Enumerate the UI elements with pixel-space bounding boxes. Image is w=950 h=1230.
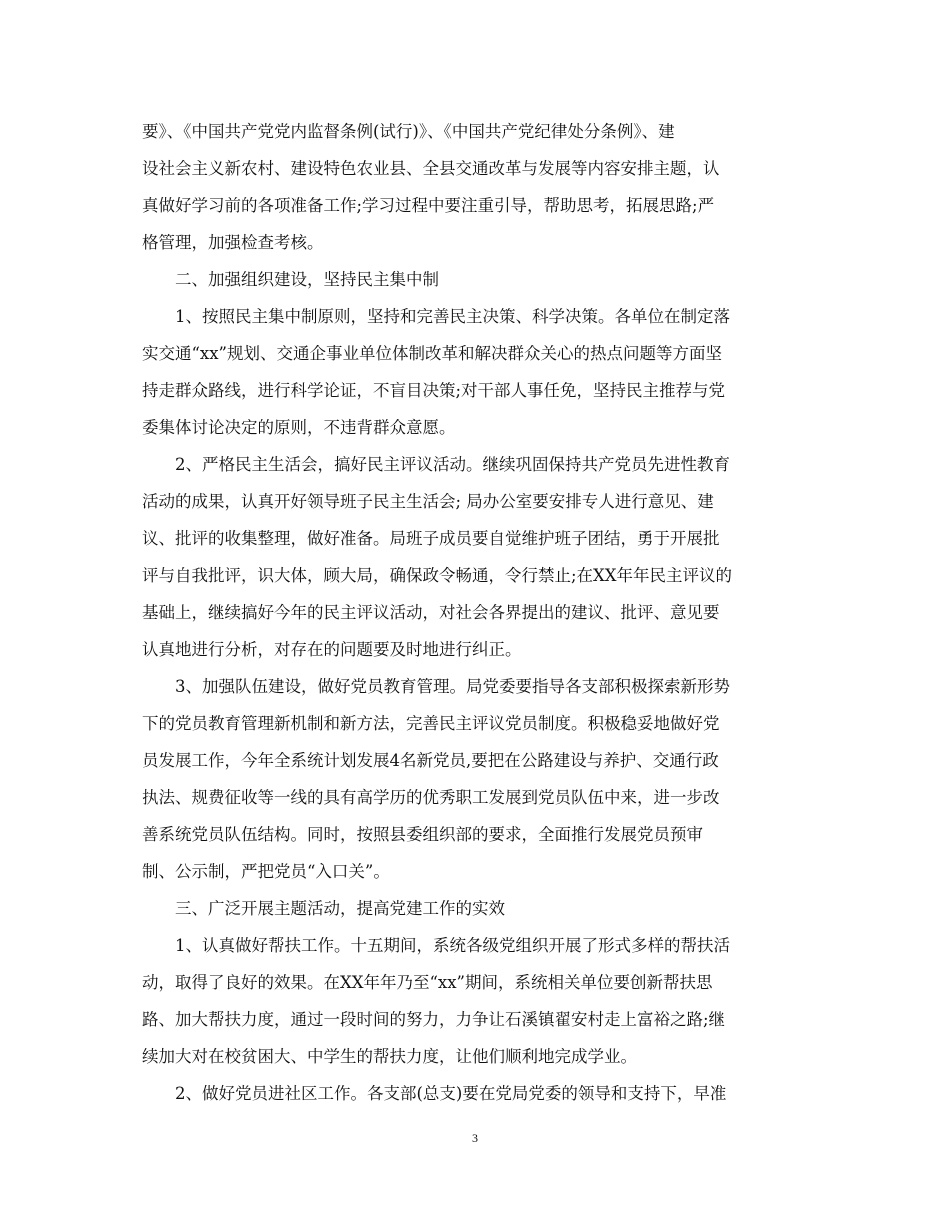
text-line: 路、加大帮扶力度，通过一段时间的努力，力争让石溪镇翟安村走上富裕之路;继 bbox=[142, 1010, 726, 1029]
section-heading: 二、加强组织建设，坚持民主集中制 bbox=[142, 270, 439, 289]
text-line: 2、做好党员进社区工作。各支部(总支)要在党局党委的领导和支持下，早准 bbox=[142, 1084, 727, 1103]
text-line: 善系统党员队伍结构。同时，按照县委组织部的要求，全面推行发展党员预审 bbox=[142, 825, 703, 844]
text-line: 2、严格民主生活会，搞好民主评议活动。继续巩固保持共产党员先进性教育 bbox=[142, 455, 730, 474]
text-line: 动，取得了良好的效果。在XX年年乃至“xx”期间，系统相关单位要创新帮扶思 bbox=[142, 973, 713, 992]
text-line: 基础上，继续搞好今年的民主评议活动，对社会各界提出的建议、批评、意见要 bbox=[142, 603, 720, 622]
text-line: 评与自我批评，识大体，顾大局，确保政令畅通，令行禁止;在XX年年民主评议的 bbox=[142, 566, 733, 585]
text-line: 1、按照民主集中制原则，坚持和完善民主决策、科学决策。各单位在制定落 bbox=[142, 307, 730, 326]
text-line: 1、认真做好帮扶工作。十五期间，系统各级党组织开展了形式多样的帮扶活 bbox=[142, 936, 730, 955]
text-line: 员发展工作，今年全系统计划发展4名新党员,要把在公路建设与养护、交通行政 bbox=[142, 751, 719, 770]
document-body bbox=[142, 113, 814, 1112]
text-line: 制、公示制，严把党员“入口关”。 bbox=[142, 862, 390, 881]
text-line: 活动的成果，认真开好领导班子民主生活会; 局办公室要安排专人进行意见、建 bbox=[142, 492, 714, 511]
page-number: 3 bbox=[472, 1131, 478, 1145]
text-line: 实交通“xx”规划、交通企事业单位体制改革和解决群众关心的热点问题等方面坚 bbox=[142, 344, 722, 363]
text-line: 设社会主义新农村、建设特色农业县、全县交通改革与发展等内容安排主题，认 bbox=[142, 159, 720, 178]
text-line: 3、加强队伍建设，做好党员教育管理。局党委要指导各支部积极探索新形势 bbox=[142, 677, 730, 696]
text-line: 议、批评的收集整理，做好准备。局班子成员要自觉维护班子团结，勇于开展批 bbox=[142, 529, 720, 548]
text-line: 要》、《中国共产党党内监督条例(试行)》、《中国共产党纪律处分条例》、建 bbox=[142, 122, 675, 141]
text-line: 持走群众路线，进行科学论证，不盲目决策;对干部人事任免，坚持民主推荐与党 bbox=[142, 381, 726, 400]
section-heading: 三、广泛开展主题活动，提高党建工作的实效 bbox=[142, 899, 505, 918]
text-line: 执法、规费征收等一线的具有高学历的优秀职工发展到党员队伍中来，进一步改 bbox=[142, 788, 720, 807]
text-line: 委集体讨论决定的原则，不违背群众意愿。 bbox=[142, 418, 456, 437]
text-line: 下的党员教育管理新机制和新方法，完善民主评议党员制度。积极稳妥地做好党 bbox=[142, 714, 720, 733]
text-line: 认真地进行分析，对存在的问题要及时地进行纠正。 bbox=[142, 640, 522, 659]
text-line: 真做好学习前的各项准备工作;学习过程中要注重引导，帮助思考，拓展思路;严 bbox=[142, 196, 715, 215]
text-line: 续加大对在校贫困大、中学生的帮扶力度，让他们顺利地完成学业。 bbox=[142, 1047, 637, 1066]
text-line: 格管理，加强检查考核。 bbox=[142, 233, 324, 252]
